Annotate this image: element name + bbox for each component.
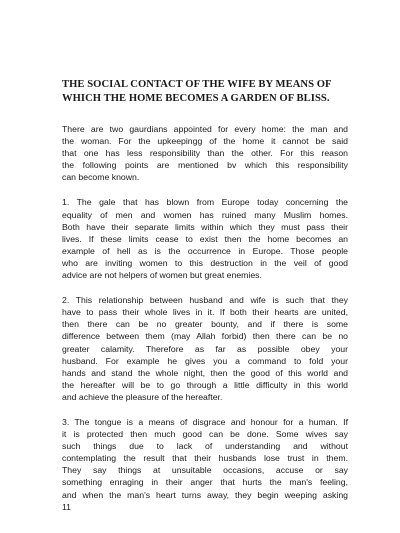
text-line: the woman. For the upkeepingg of the home it cannot be said [62,136,348,147]
text-line: can become known. [62,172,140,183]
text-line: 3. The tongue is a means of disgrace and honour for a human. If [62,416,348,427]
text-line: Both have their separate limits within which they must pass their [62,221,348,232]
text-line: have to pass their whole lives in it. If both their hearts are united, [62,307,348,318]
text-line: They say things at unsuitable occasions, accuse or say [62,465,348,476]
text-line: and when the man's heart turns away, they begin weeping asking [62,489,348,500]
page-number: 11 [62,501,72,512]
text-line: difference between them (may Allah forbid) then there can be no [62,331,348,342]
text-line: then there can be no greater bounty, and if there is some [62,319,348,330]
text-line: There are two gaurdians appointed for every home: the man and [62,124,348,134]
text-line: advice are not helpers of women but great enemies. [62,270,262,281]
text-line: the hereafter will be to go through a little difficulty in this world [62,379,348,390]
text-line: hands and stand the whole night, then the good of this world and [62,367,348,378]
text-line: such things due to lack of understanding and without [62,441,348,452]
document-page [62,78,348,513]
point-1-paragraph [62,196,348,281]
text-line: who are inviting women to this destruction in the veil of good [62,257,348,268]
title-line: THE SOCIAL CONTACT OF THE WIFE BY MEANS OF [62,79,332,90]
text-line: something enraging in their anger that hurts the man's feeling, [62,477,348,488]
text-line: example of hell as is the occurrence in Europe. Those people [62,245,348,256]
text-line: contemplating the result that their husbands lose trust in them. [62,453,348,464]
chapter-title [62,78,348,106]
text-line: 2. This relationship between husband and wife is such that they [62,295,348,306]
text-line: greater calamity. Therefore as far as possible obey your [62,343,348,354]
text-line: husband. For example he gives you a command to fold your [62,355,348,366]
text-line: 1. The gale that has blown from Europe today concerning the [62,197,348,208]
point-2-paragraph [62,294,348,403]
text-line: the following points are mentioned bv which this responsibility [62,160,348,171]
text-line: lives. If these limits cease to exist then the home becomes an [62,233,348,244]
text-line: equality of men and women has ruined many Muslim homes. [62,209,348,220]
point-3-paragraph [62,416,348,501]
intro-paragraph [62,123,348,183]
text-line: it is protected then much good can be done. Some wives say [62,429,348,440]
text-line: that one has less responsibility than the other. For this reason [62,148,348,159]
title-line: WHICH THE HOME BECOMES A GARDEN OF BLISS. [62,93,330,104]
text-line: and achieve the pleasure of the hereafter. [62,391,223,402]
